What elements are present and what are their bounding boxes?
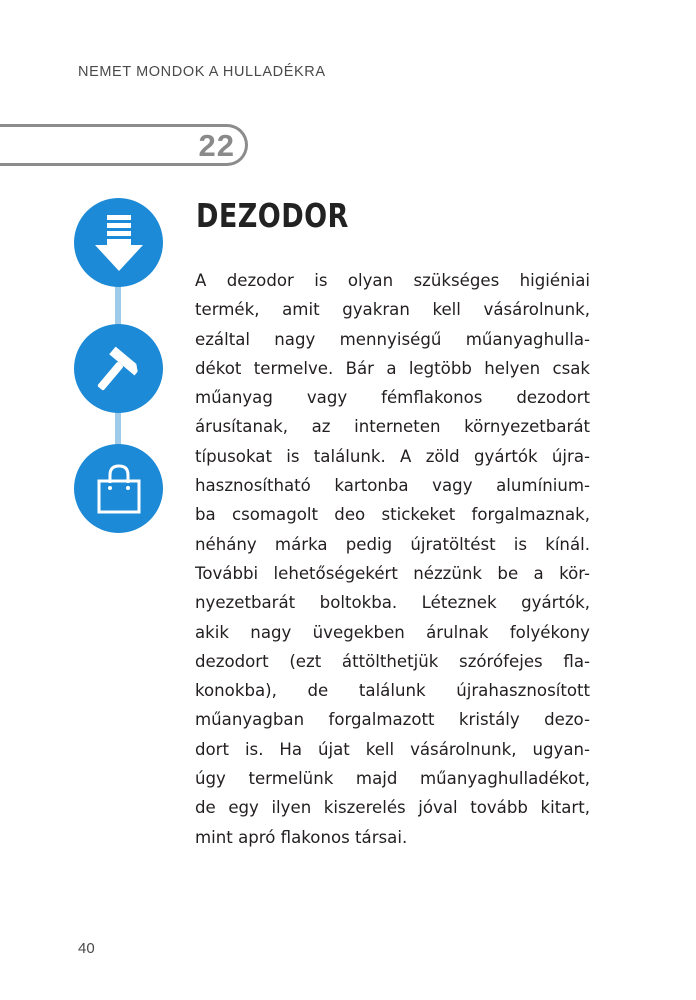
body-line: nyezetbarát boltokba. Léteznek gyártók, xyxy=(195,593,590,613)
body-line: mint apró flakonos társai. xyxy=(195,827,408,847)
body-line: néhány márka pedig újratöltést is kínál. xyxy=(195,534,590,554)
body-line: műanyag vagy fémflakonos dezodort xyxy=(195,388,590,408)
body-line: dezodort (ezt áttölthetjük szórófejes fla- xyxy=(195,651,590,671)
shopping-bag-icon xyxy=(74,444,163,533)
download-arrow-icon xyxy=(74,198,163,287)
chapter-number: 22 xyxy=(198,128,235,163)
page-number: 40 xyxy=(78,940,95,957)
body-line: típusokat is találunk. A zöld gyártók újra- xyxy=(195,446,590,466)
running-header: NEMET MONDOK A HULLADÉKRA xyxy=(78,64,326,80)
body-line: További lehetőségekért nézzünk be a kör- xyxy=(195,563,590,583)
chapter-number-tab xyxy=(0,124,248,166)
hammer-icon xyxy=(74,324,163,413)
body-line: ezáltal nagy mennyiségű műanyaghulla- xyxy=(195,329,590,349)
body-line: dékot termelve. Bár a legtöbb helyen csak xyxy=(195,358,590,378)
body-line: de egy ilyen kiszerelés jóval tovább kitart, xyxy=(195,798,590,818)
body-line: ba csomagolt deo stickeket forgalmaznak, xyxy=(195,505,590,525)
body-line: termék, amit gyakran kell vásárolnunk, xyxy=(195,300,590,320)
body-line: úgy termelünk majd műanyaghulladékot, xyxy=(195,769,590,789)
body-line: akik nagy üvegekben árulnak folyékony xyxy=(195,622,590,642)
body-line: konokba), de találunk újrahasznosított xyxy=(195,681,590,701)
body-line: A dezodor is olyan szükséges higiéniai xyxy=(195,271,590,290)
article-body xyxy=(195,266,590,852)
body-line: dort is. Ha újat kell vásárolnunk, ugyan- xyxy=(195,739,590,759)
body-line: árusítanak, az interneten környezetbarát xyxy=(195,417,590,437)
body-line: hasznosítható kartonba vagy alumínium- xyxy=(195,476,590,496)
page-title: DEZODOR xyxy=(196,196,349,235)
body-line: műanyagban forgalmazott kristály dezo- xyxy=(195,710,590,730)
